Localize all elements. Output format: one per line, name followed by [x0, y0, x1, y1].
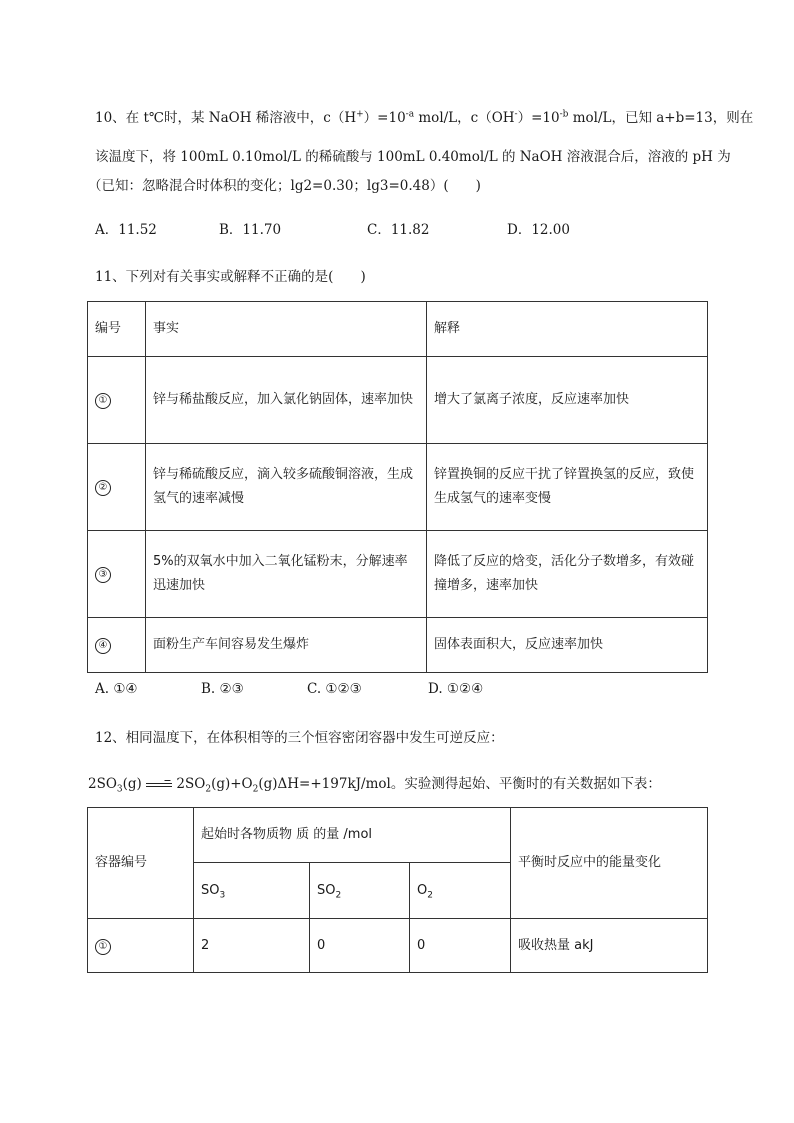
- equilibrium-arrow-icon: [146, 780, 172, 790]
- q11-options: [95, 681, 483, 697]
- header-fact: 事实: [146, 302, 427, 357]
- header-explain: 解释: [427, 302, 708, 357]
- q11-option-d[interactable]: D. ①②④: [428, 681, 484, 697]
- row-explain: 增大了氯离子浓度，反应速率加快: [427, 357, 708, 444]
- q10-option-a[interactable]: A．11.52: [95, 222, 157, 238]
- row-number: ③: [95, 567, 111, 583]
- cell-so2: 0: [310, 919, 410, 973]
- cell-o2: 0: [410, 919, 511, 973]
- row-fact: 锌与稀硫酸反应，滴入较多硫酸铜溶液，生成氢气的速率减慢: [146, 444, 427, 531]
- header-number: 编号: [88, 302, 146, 357]
- row-fact: 锌与稀盐酸反应，加入氯化钠固体，速率加快: [146, 357, 427, 444]
- subheader-so2: $SO_2$: [310, 863, 410, 919]
- q12-table: [87, 807, 708, 973]
- q11-option-a[interactable]: A. ①④: [95, 681, 138, 697]
- table-row: [88, 531, 708, 618]
- subheader-so3: $SO_3$: [194, 863, 310, 919]
- row-number: ②: [95, 480, 111, 496]
- table-row: [88, 919, 708, 973]
- row-fact: 5%的双氧水中加入二氧化锰粉末，分解速率迅速加快: [146, 531, 427, 618]
- q12-equation: $2SO_3(g)$ $2SO_2(g)+O_2(g)\Delta H=+197kJ$/mol。实验测得起始、平衡时的有关数据如下表：: [88, 776, 661, 795]
- row-number: ④: [95, 638, 111, 654]
- q10-option-d[interactable]: D．12.00: [507, 222, 570, 238]
- q10-option-b[interactable]: B．11.70: [219, 222, 282, 238]
- subheader-o2: $O_2$: [410, 863, 511, 919]
- q10-line3: （已知：忽略混合时体积的变化；lg2=0.30；lg3=0.48）( ): [88, 178, 481, 194]
- row-explain: 锌置换铜的反应干扰了锌置换氢的反应，致使生成氢气的速率变慢: [427, 444, 708, 531]
- q11-option-c[interactable]: C. ①②③: [307, 681, 362, 697]
- q11-option-b[interactable]: B. ②③: [201, 681, 244, 697]
- q11-table: [87, 301, 708, 673]
- header-container: 容器编号: [88, 808, 194, 919]
- q10-line1: 10、在 t℃时，某 NaOH 稀溶液中，$c(H^+)=10^{-a}$ mol/L，$c(OH^-)=10^{-b}$ mol/L，已知 a+b=13，则在: [95, 109, 754, 126]
- table-header-row: [88, 302, 708, 357]
- row-explain: 固体表面积大，反应速率加快: [427, 618, 708, 673]
- row-fact: 面粉生产车间容易发生爆炸: [146, 618, 427, 673]
- q10-options: [95, 218, 570, 238]
- header-energy: 平衡时反应中的能量变化: [511, 808, 708, 919]
- header-start-amount: 起始时各物质物 质 的量 /mol: [194, 808, 511, 863]
- table-row: [88, 444, 708, 531]
- q10-option-c[interactable]: C．11.82: [367, 222, 430, 238]
- row-number: ①: [95, 393, 111, 409]
- cell-so3: 2: [194, 919, 310, 973]
- q11-stem: 11、下列对有关事实或解释不正确的是( ): [95, 269, 366, 285]
- q12-stem: 12、相同温度下，在体积相等的三个恒容密闭容器中发生可逆反应：: [95, 730, 504, 746]
- cell-energy: 吸收热量 akJ: [511, 919, 708, 973]
- table-row: [88, 618, 708, 673]
- table-row: [88, 357, 708, 444]
- row-number: ①: [95, 939, 111, 955]
- q10-line2: 该温度下，将 100mL 0.10mol/L 的稀硫酸与 100mL 0.40mol/L 的 NaOH 溶液混合后，溶液的 pH 为: [95, 149, 731, 165]
- row-explain: 降低了反应的焓变，活化分子数增多，有效碰撞增多，速率加快: [427, 531, 708, 618]
